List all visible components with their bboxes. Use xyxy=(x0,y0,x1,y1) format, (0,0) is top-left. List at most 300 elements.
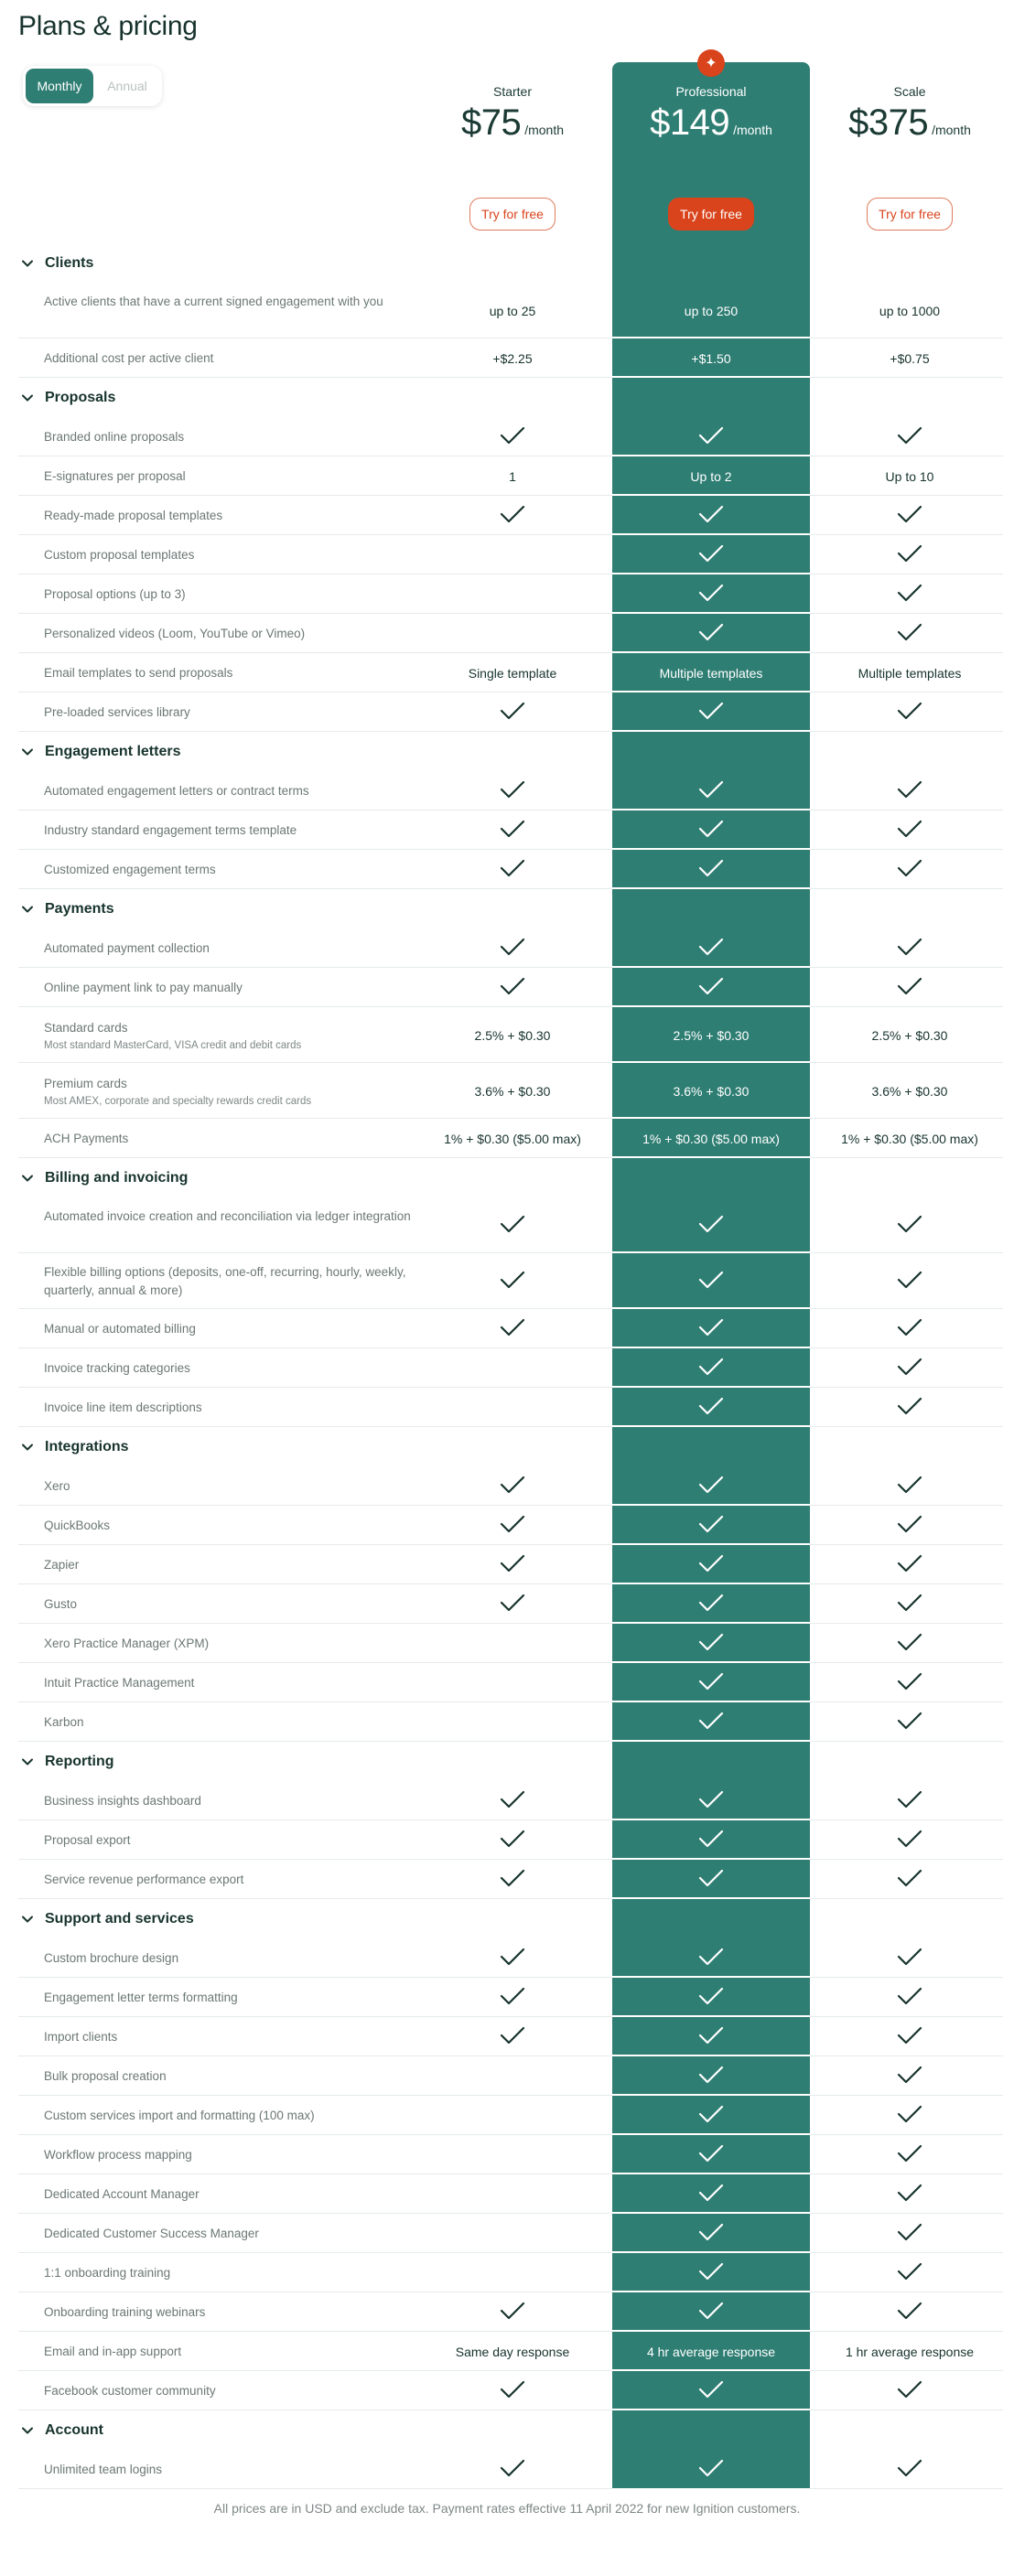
cell-value: Up to 10 xyxy=(885,468,934,484)
plan-cell-scale xyxy=(811,1978,1009,2017)
feature-name: Custom services import and formatting (100 max) xyxy=(44,2108,315,2122)
cell-value: +$0.75 xyxy=(890,350,930,366)
feature-name: Custom brochure design xyxy=(44,1950,179,1965)
feature-row xyxy=(18,1938,1003,1978)
plan-cell-starter xyxy=(414,1702,611,1742)
plan-cell-starter xyxy=(414,2135,611,2174)
section-header-reporting[interactable] xyxy=(18,1742,1003,1781)
feature-label xyxy=(44,625,428,643)
plan-cell-scale xyxy=(811,456,1009,496)
plan-cell-scale xyxy=(811,928,1009,968)
feature-row xyxy=(18,968,1003,1007)
plan-cell-scale xyxy=(811,535,1009,574)
plan-cell-professional xyxy=(612,2096,810,2135)
billing-period-toggle[interactable] xyxy=(23,66,162,106)
plan-price-amount: $375 xyxy=(848,102,929,143)
plan-cell-scale xyxy=(811,2214,1009,2253)
checkmark-icon xyxy=(698,1986,724,2009)
feature-label xyxy=(44,585,428,604)
plan-cell-starter xyxy=(414,1624,611,1663)
section-title: Integrations xyxy=(45,1438,129,1454)
plan-cell-scale xyxy=(811,2174,1009,2214)
cell-value: up to 25 xyxy=(489,303,536,318)
plan-cell-starter xyxy=(414,1197,611,1253)
checkmark-icon xyxy=(698,1475,724,1497)
section-title: Reporting xyxy=(45,1753,114,1769)
feature-label xyxy=(44,2382,428,2400)
checkmark-icon xyxy=(698,2222,724,2245)
plan-price-period: /month xyxy=(932,123,971,137)
plan-cell-starter xyxy=(414,692,611,732)
feature-label xyxy=(44,428,428,446)
plan-cell-scale xyxy=(811,1781,1009,1820)
plan-cell-professional xyxy=(612,928,810,968)
checkmark-icon xyxy=(698,976,724,999)
plan-cell-scale xyxy=(811,810,1009,850)
checkmark-icon xyxy=(500,779,525,802)
feature-row xyxy=(18,2174,1003,2214)
checkmark-icon xyxy=(500,1986,525,2009)
checkmark-icon xyxy=(698,1593,724,1615)
checkmark-icon xyxy=(500,819,525,842)
checkmark-icon xyxy=(698,1357,724,1379)
plan-cell-scale xyxy=(811,1702,1009,1742)
chevron-down-icon[interactable] xyxy=(21,2424,34,2437)
plan-cell-scale xyxy=(811,2332,1009,2371)
checkmark-icon xyxy=(897,1396,922,1419)
plan-cell-starter xyxy=(414,417,611,456)
plan-cell-scale xyxy=(811,338,1009,378)
plan-cell-scale xyxy=(811,1584,1009,1624)
cell-value: 2.5% + $0.30 xyxy=(871,1027,948,1043)
toggle-annual[interactable]: Annual xyxy=(107,79,147,93)
feature-name: Xero xyxy=(44,1478,70,1493)
plan-cell-starter xyxy=(414,928,611,968)
checkmark-icon xyxy=(698,425,724,448)
section-title: Support and services xyxy=(45,1910,194,1927)
feature-label xyxy=(44,1075,428,1108)
feature-name: Online payment link to pay manually xyxy=(44,980,243,994)
section-header-billing-and-invoicing[interactable] xyxy=(18,1158,1003,1197)
feature-name: Business insights dashboard xyxy=(44,1793,201,1808)
feature-name: Automated engagement letters or contract terms xyxy=(44,783,309,798)
feature-row xyxy=(18,1197,1003,1253)
feature-label xyxy=(44,1517,428,1535)
feature-row xyxy=(18,2253,1003,2292)
pricing-footnote: All prices are in USD and exclude tax. Payment rates effective 11 April 2022 for new Ignition customers. xyxy=(213,2501,801,2516)
plan-cell-starter xyxy=(414,2174,611,2214)
feature-row xyxy=(18,456,1003,496)
plan-cell-professional xyxy=(612,2214,810,2253)
cell-value: 3.6% + $0.30 xyxy=(673,1083,750,1099)
plan-cell-scale xyxy=(811,496,1009,535)
plan-cell-professional xyxy=(612,2174,810,2214)
checkmark-icon xyxy=(897,543,922,566)
plan-cell-scale xyxy=(811,1309,1009,1348)
chevron-down-icon[interactable] xyxy=(21,257,34,270)
feature-label xyxy=(44,782,428,800)
plan-cell-scale xyxy=(811,1253,1009,1309)
plan-cell-starter xyxy=(414,1253,611,1309)
checkmark-icon xyxy=(897,1789,922,1812)
plan-cell-starter xyxy=(414,2214,611,2253)
plan-cell-scale xyxy=(811,2096,1009,2135)
feature-name: Service revenue performance export xyxy=(44,1872,244,1886)
page-title: Plans & pricing xyxy=(18,11,198,41)
plan-cell-professional xyxy=(612,2056,810,2096)
cell-value: 4 hr average response xyxy=(646,2344,776,2359)
feature-name: Customized engagement terms xyxy=(44,862,216,876)
plan-cell-professional xyxy=(612,1466,810,1506)
feature-row xyxy=(18,1624,1003,1663)
chevron-down-icon[interactable] xyxy=(21,903,34,916)
checkmark-icon xyxy=(897,583,922,606)
checkmark-icon xyxy=(897,1632,922,1655)
checkmark-icon xyxy=(897,1986,922,2009)
plan-cell-professional xyxy=(612,1978,810,2017)
cell-value: 3.6% + $0.30 xyxy=(871,1083,948,1099)
plan-name: Starter xyxy=(492,84,532,99)
feature-row xyxy=(18,1466,1003,1506)
plan-cell-starter xyxy=(414,1388,611,1427)
row-divider xyxy=(810,2488,1003,2489)
try-for-free-button[interactable]: Try for free xyxy=(867,198,953,231)
feature-name: Standard cards xyxy=(44,1020,128,1035)
feature-label xyxy=(44,2343,428,2361)
plan-cell-starter xyxy=(414,850,611,889)
checkmark-icon xyxy=(500,1317,525,1340)
plan-cell-starter xyxy=(414,1860,611,1899)
feature-row xyxy=(18,1007,1003,1063)
plan-cell-scale xyxy=(811,1860,1009,1899)
section-header-clients[interactable] xyxy=(18,243,1003,283)
plan-price-period: /month xyxy=(733,123,772,137)
plan-cell-scale xyxy=(811,283,1009,338)
feature-name: QuickBooks xyxy=(44,1518,111,1532)
feature-row xyxy=(18,283,1003,338)
plan-cell-starter xyxy=(414,2056,611,2096)
checkmark-icon xyxy=(500,858,525,881)
checkmark-icon xyxy=(500,1829,525,1852)
toggle-monthly[interactable]: Monthly xyxy=(26,69,93,103)
plan-cell-professional xyxy=(612,496,810,535)
plan-cell-professional xyxy=(612,1309,810,1348)
feature-name: Email and in-app support xyxy=(44,2344,182,2358)
plan-cell-professional xyxy=(612,2371,810,2410)
plan-cell-starter xyxy=(414,1506,611,1545)
plan-cell-professional xyxy=(612,1584,810,1624)
chevron-down-icon[interactable] xyxy=(21,1913,34,1926)
feature-name: Proposal options (up to 3) xyxy=(44,586,186,601)
checkmark-icon xyxy=(500,1214,525,1237)
feature-row xyxy=(18,928,1003,968)
plan-cell-starter xyxy=(414,338,611,378)
feature-row xyxy=(18,1309,1003,1348)
checkmark-icon xyxy=(698,2025,724,2048)
checkmark-icon xyxy=(698,1317,724,1340)
chevron-down-icon[interactable] xyxy=(21,392,34,404)
feature-row xyxy=(18,2056,1003,2096)
chevron-down-icon[interactable] xyxy=(21,746,34,758)
plan-cell-professional xyxy=(612,1663,810,1702)
checkmark-icon xyxy=(698,1270,724,1293)
plan-cell-starter xyxy=(414,1820,611,1860)
try-for-free-button[interactable]: Try for free xyxy=(668,198,754,231)
feature-name: Manual or automated billing xyxy=(44,1321,196,1336)
plan-cell-starter xyxy=(414,2450,611,2489)
plan-cell-starter xyxy=(414,1063,611,1119)
plan-cell-starter xyxy=(414,1978,611,2017)
feature-label xyxy=(44,1674,428,1692)
feature-row xyxy=(18,2096,1003,2135)
feature-row xyxy=(18,417,1003,456)
plan-cell-starter xyxy=(414,1545,611,1584)
checkmark-icon xyxy=(897,1593,922,1615)
plan-cell-scale xyxy=(811,1938,1009,1978)
checkmark-icon xyxy=(500,1514,525,1537)
feature-name: Email templates to send proposals xyxy=(44,665,233,680)
feature-name: Automated invoice creation and reconciliation via ledger integration xyxy=(44,1208,411,1223)
section-title: Billing and invoicing xyxy=(45,1169,189,1186)
plan-cell-starter xyxy=(414,2017,611,2056)
plan-cell-professional xyxy=(612,1820,810,1860)
cell-value: up to 1000 xyxy=(879,303,941,318)
plan-cell-scale xyxy=(811,2135,1009,2174)
plan-cell-professional xyxy=(612,1119,810,1158)
plan-cell-professional xyxy=(612,2135,810,2174)
chevron-down-icon[interactable] xyxy=(21,1441,34,1454)
feature-row xyxy=(18,2332,1003,2371)
plan-cell-professional xyxy=(612,2017,810,2056)
plan-cell-professional xyxy=(612,1388,810,1427)
feature-name: Invoice line item descriptions xyxy=(44,1400,202,1414)
plan-price xyxy=(612,102,810,144)
feature-row xyxy=(18,1663,1003,1702)
checkmark-icon xyxy=(698,937,724,960)
plan-cell-professional xyxy=(612,1624,810,1663)
plan-cell-professional xyxy=(612,968,810,1007)
checkmark-icon xyxy=(897,1514,922,1537)
plan-cell-starter xyxy=(414,2253,611,2292)
checkmark-icon xyxy=(500,1868,525,1891)
plan-cell-professional xyxy=(612,1253,810,1309)
section-header-integrations[interactable] xyxy=(18,1427,1003,1466)
feature-row xyxy=(18,1978,1003,2017)
plan-price xyxy=(811,102,1009,144)
checkmark-icon xyxy=(897,2222,922,2245)
try-for-free-button[interactable]: Try for free xyxy=(469,198,556,231)
plan-cell-professional xyxy=(612,338,810,378)
feature-name: Pre-loaded services library xyxy=(44,704,190,719)
checkmark-icon xyxy=(897,1711,922,1733)
feature-row xyxy=(18,1388,1003,1427)
plan-cell-starter xyxy=(414,1119,611,1158)
plan-cell-starter xyxy=(414,1466,611,1506)
plan-cell-starter xyxy=(414,1781,611,1820)
feature-name: Engagement letter terms formatting xyxy=(44,1990,238,2004)
checkmark-icon xyxy=(500,1475,525,1497)
plan-cell-professional xyxy=(612,614,810,653)
checkmark-icon xyxy=(698,1553,724,1576)
plan-name: Professional xyxy=(675,84,747,99)
chevron-down-icon[interactable] xyxy=(21,1755,34,1768)
feature-row xyxy=(18,1348,1003,1388)
feature-name: Facebook customer community xyxy=(44,2383,216,2398)
feature-row xyxy=(18,1119,1003,1158)
checkmark-icon xyxy=(698,1514,724,1537)
feature-name: Gusto xyxy=(44,1596,78,1611)
plan-cell-professional xyxy=(612,850,810,889)
feature-row xyxy=(18,1584,1003,1624)
checkmark-icon xyxy=(500,701,525,724)
checkmark-icon xyxy=(500,425,525,448)
plan-cell-scale xyxy=(811,1119,1009,1158)
section-header-support-and-services[interactable] xyxy=(18,1899,1003,1938)
plan-cell-starter xyxy=(414,1309,611,1348)
feature-row xyxy=(18,2135,1003,2174)
feature-row xyxy=(18,692,1003,732)
feature-name: Unlimited team logins xyxy=(44,2462,163,2476)
feature-label xyxy=(44,349,428,368)
plan-cell-professional xyxy=(612,1197,810,1253)
feature-name: Dedicated Account Manager xyxy=(44,2186,200,2201)
cell-value: +$2.25 xyxy=(492,350,533,366)
plan-cell-professional xyxy=(612,417,810,456)
plan-cell-scale xyxy=(811,574,1009,614)
plan-price-period: /month xyxy=(524,123,565,137)
checkmark-icon xyxy=(897,1868,922,1891)
plan-cell-professional xyxy=(612,692,810,732)
checkmark-icon xyxy=(897,819,922,842)
cell-value: 1 hr average response xyxy=(845,2344,975,2359)
checkmark-icon xyxy=(698,1868,724,1891)
plan-cell-professional xyxy=(612,653,810,692)
plan-cell-scale xyxy=(811,1663,1009,1702)
section-title: Clients xyxy=(45,254,94,271)
checkmark-icon xyxy=(897,2065,922,2088)
checkmark-icon xyxy=(698,858,724,881)
feature-name: Bulk proposal creation xyxy=(44,2068,167,2083)
feature-row xyxy=(18,1063,1003,1119)
section-header-payments[interactable] xyxy=(18,889,1003,928)
feature-row xyxy=(18,850,1003,889)
plan-name: Scale xyxy=(893,84,926,99)
cell-value: 2.5% + $0.30 xyxy=(474,1027,551,1043)
feature-name: Karbon xyxy=(44,1714,84,1729)
checkmark-icon xyxy=(897,504,922,527)
plan-cell-scale xyxy=(811,2056,1009,2096)
plan-cell-professional xyxy=(612,2332,810,2371)
section-header-engagement-letters[interactable] xyxy=(18,732,1003,771)
plan-cell-starter xyxy=(414,283,611,338)
sparkle-icon: ✦ xyxy=(697,49,725,77)
section-header-proposals[interactable] xyxy=(18,378,1003,417)
plan-cell-scale xyxy=(811,1388,1009,1427)
section-header-account[interactable] xyxy=(18,2410,1003,2450)
feature-label xyxy=(44,703,428,722)
plan-cell-professional xyxy=(612,456,810,496)
feature-row xyxy=(18,2017,1003,2056)
feature-name: Intuit Practice Management xyxy=(44,1675,195,1690)
checkmark-icon xyxy=(500,1270,525,1293)
checkmark-icon xyxy=(897,937,922,960)
feature-name: Ready-made proposal templates xyxy=(44,508,223,522)
feature-label xyxy=(44,2185,428,2204)
checkmark-icon xyxy=(698,1396,724,1419)
checkmark-icon xyxy=(897,701,922,724)
feature-row xyxy=(18,614,1003,653)
plan-cell-scale xyxy=(811,417,1009,456)
plan-cell-professional xyxy=(612,1348,810,1388)
checkmark-icon xyxy=(698,2261,724,2284)
cell-value: 1% + $0.30 ($5.00 max) xyxy=(642,1131,780,1146)
feature-label xyxy=(44,507,428,525)
cell-value: Multiple templates xyxy=(858,665,962,681)
checkmark-icon xyxy=(897,1553,922,1576)
feature-name: Additional cost per active client xyxy=(44,350,214,365)
plan-cell-scale xyxy=(811,653,1009,692)
checkmark-icon xyxy=(698,1214,724,1237)
checkmark-icon xyxy=(698,701,724,724)
plan-cell-scale xyxy=(811,1466,1009,1506)
plan-cell-professional xyxy=(612,771,810,810)
plan-cell-professional xyxy=(612,283,810,338)
feature-label xyxy=(44,2146,428,2164)
feature-name: Zapier xyxy=(44,1557,80,1572)
checkmark-icon xyxy=(897,2104,922,2127)
plan-cell-scale xyxy=(811,692,1009,732)
feature-row xyxy=(18,653,1003,692)
chevron-down-icon[interactable] xyxy=(21,1172,34,1185)
feature-row xyxy=(18,2292,1003,2332)
checkmark-icon xyxy=(698,1671,724,1694)
feature-label xyxy=(44,1359,428,1378)
plan-cell-scale xyxy=(811,1624,1009,1663)
feature-name: Custom proposal templates xyxy=(44,547,195,562)
plan-cell-professional xyxy=(612,2292,810,2332)
checkmark-icon xyxy=(698,819,724,842)
feature-row xyxy=(18,1860,1003,1899)
checkmark-icon xyxy=(500,504,525,527)
feature-name: 1:1 onboarding training xyxy=(44,2265,171,2280)
checkmark-icon xyxy=(500,1789,525,1812)
plan-cell-professional xyxy=(612,810,810,850)
plan-cell-starter xyxy=(414,2096,611,2135)
plan-cell-professional xyxy=(612,1063,810,1119)
plan-price-amount: $75 xyxy=(460,102,522,143)
checkmark-icon xyxy=(698,1789,724,1812)
checkmark-icon xyxy=(897,976,922,999)
checkmark-icon xyxy=(698,2301,724,2324)
plan-cell-scale xyxy=(811,1063,1009,1119)
plan-cell-professional xyxy=(612,1545,810,1584)
checkmark-icon xyxy=(698,1711,724,1733)
feature-label xyxy=(44,2264,428,2282)
checkmark-icon xyxy=(897,425,922,448)
feature-name: ACH Payments xyxy=(44,1131,129,1145)
feature-name: Branded online proposals xyxy=(44,429,185,444)
checkmark-icon xyxy=(698,2183,724,2206)
feature-label xyxy=(44,293,428,311)
checkmark-icon xyxy=(897,1829,922,1852)
feature-label xyxy=(44,939,428,958)
checkmark-icon xyxy=(698,2379,724,2402)
feature-name: Invoice tracking categories xyxy=(44,1360,190,1375)
plan-cell-starter xyxy=(414,1663,611,1702)
feature-name: Proposal export xyxy=(44,1832,131,1847)
feature-subtext: Most AMEX, corporate and specialty rewards credit cards xyxy=(44,1095,312,1107)
feature-row xyxy=(18,810,1003,850)
